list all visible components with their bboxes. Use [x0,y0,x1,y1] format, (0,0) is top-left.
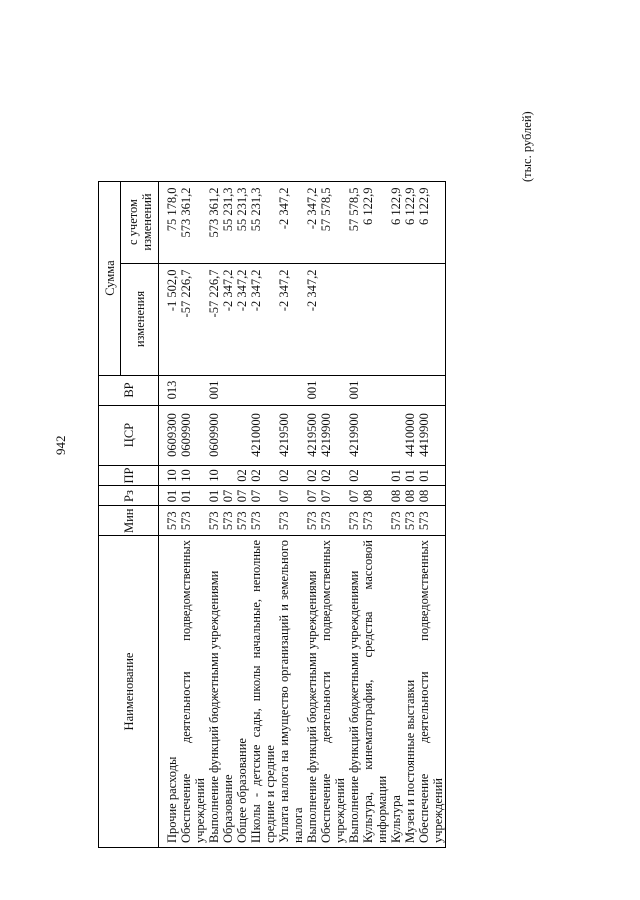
cell-name: Обеспечение деятельности подведомственных учреждений [319,536,347,848]
table-row [305,181,319,847]
header-with-change: с учетом изменений [121,181,159,263]
cell-vr [417,375,446,405]
cell-pr: 02 [277,465,305,486]
cell-rz: 08 [361,486,389,506]
cell-change [361,263,389,375]
cell-change: -2 347,2 [277,263,305,375]
cell-pr: 10 [207,465,221,486]
cell-rz: 07 [221,486,235,506]
table-row [235,181,249,847]
cell-vr [221,375,235,405]
cell-csr [389,405,403,465]
cell-pr: 10 [159,465,180,486]
cell-min: 573 [361,506,389,536]
cell-total: -2 347,2 [305,181,319,263]
cell-csr: 4219900 [319,405,347,465]
cell-change: -2 347,2 [221,263,235,375]
cell-min: 573 [207,506,221,536]
cell-vr [179,375,207,405]
header-change: изменения [121,263,159,375]
cell-rz: 08 [417,486,446,506]
cell-vr [361,375,389,405]
cell-min: 573 [305,506,319,536]
cell-min: 573 [235,506,249,536]
cell-name: Обеспечение деятельности подведомственных учреждений [417,536,446,848]
cell-min: 573 [179,506,207,536]
header-sum: Сумма [99,181,121,375]
cell-change: -2 347,2 [235,263,249,375]
cell-change [417,263,446,375]
header-rz: Рз [99,486,159,506]
cell-change: -2 347,2 [249,263,277,375]
cell-name: Прочие расходы [159,536,180,848]
cell-vr: 013 [159,375,180,405]
budget-table [98,181,446,848]
cell-rz: 07 [249,486,277,506]
table-row [221,181,235,847]
cell-min: 573 [159,506,180,536]
cell-name: Культура [389,536,403,848]
cell-csr [235,405,249,465]
cell-csr: 0609900 [207,405,221,465]
cell-min: 573 [249,506,277,536]
cell-total: 57 578,5 [319,181,347,263]
cell-csr: 0609300 [159,405,180,465]
cell-min: 573 [417,506,446,536]
cell-vr [389,375,403,405]
cell-pr: 02 [305,465,319,486]
cell-rz: 07 [305,486,319,506]
table-body [159,181,446,847]
cell-pr: 02 [235,465,249,486]
cell-csr [361,405,389,465]
cell-total: 57 578,5 [347,181,361,263]
cell-total: 6 122,9 [389,181,403,263]
table-header [99,181,159,847]
cell-rz: 01 [179,486,207,506]
table-row [403,181,417,847]
cell-name: Обеспечение деятельности подведомственных учреждений [179,536,207,848]
cell-min: 573 [319,506,347,536]
cell-pr: 01 [389,465,403,486]
table-row [159,181,180,847]
units-caption: (тыс. рублей) [520,111,534,182]
header-vr: ВР [99,375,159,405]
header-name: Наименование [99,536,159,848]
cell-name: Выполнение функций бюджетными учреждениями [207,536,221,848]
header-min: Мин [99,506,159,536]
table-row [207,181,221,847]
cell-total: 6 122,9 [417,181,446,263]
cell-vr [403,375,417,405]
cell-rz: 07 [277,486,305,506]
cell-change [403,263,417,375]
table-row [347,181,361,847]
cell-change [319,263,347,375]
header-pr: ПР [99,465,159,486]
cell-change: -2 347,2 [305,263,319,375]
cell-name: Образование [221,536,235,848]
cell-csr: 4210000 [249,405,277,465]
cell-total: 573 361,2 [179,181,207,263]
cell-csr: 4219900 [347,405,361,465]
cell-rz: 07 [319,486,347,506]
cell-min: 573 [221,506,235,536]
cell-rz: 01 [159,486,180,506]
cell-rz: 07 [235,486,249,506]
cell-csr: 4410000 [403,405,417,465]
cell-name: Уплата налога на имущество организаций и земельного налога [277,536,305,848]
cell-vr [249,375,277,405]
cell-name: Культура, кинематография, средства массовой информации [361,536,389,848]
cell-min: 573 [389,506,403,536]
cell-vr: 001 [305,375,319,405]
cell-total: 55 231,3 [221,181,235,263]
cell-rz: 07 [347,486,361,506]
cell-pr [361,465,389,486]
cell-pr: 02 [249,465,277,486]
table-row [179,181,207,847]
cell-rz: 08 [389,486,403,506]
table-row [389,181,403,847]
cell-vr [319,375,347,405]
cell-total: 6 122,9 [361,181,389,263]
cell-total: 6 122,9 [403,181,417,263]
table-row [319,181,347,847]
cell-rz: 08 [403,486,417,506]
cell-vr: 001 [347,375,361,405]
cell-csr: 4219500 [305,405,319,465]
cell-rz: 01 [207,486,221,506]
table-row [361,181,389,847]
cell-change: -57 226,7 [179,263,207,375]
cell-name: Школы - детские сады, школы начальные, неполные средние и средние [249,536,277,848]
cell-min: 573 [277,506,305,536]
table-row [277,181,305,847]
cell-csr: 4419900 [417,405,446,465]
cell-change [389,263,403,375]
cell-change [347,263,361,375]
cell-total: 55 231,3 [249,181,277,263]
cell-change: -57 226,7 [207,263,221,375]
cell-pr [221,465,235,486]
cell-vr [235,375,249,405]
cell-min: 573 [347,506,361,536]
table-row [417,181,446,847]
cell-total: 573 361,2 [207,181,221,263]
cell-total: 75 178,0 [159,181,180,263]
cell-csr: 4219500 [277,405,305,465]
cell-csr [221,405,235,465]
cell-csr: 0609900 [179,405,207,465]
cell-name: Общее образование [235,536,249,848]
cell-change: -1 502,0 [159,263,180,375]
cell-vr [277,375,305,405]
cell-name: Выполнение функций бюджетными учреждениями [347,536,361,848]
cell-pr: 02 [319,465,347,486]
cell-pr: 10 [179,465,207,486]
cell-name: Выполнение функций бюджетными учреждениями [305,536,319,848]
cell-min: 573 [403,506,417,536]
cell-name: Музеи и постоянные выставки [403,536,417,848]
cell-pr: 01 [403,465,417,486]
header-csr: ЦСР [99,405,159,465]
cell-total: -2 347,2 [277,181,305,263]
page-number: 942 [53,435,68,455]
cell-pr: 01 [417,465,446,486]
cell-vr: 001 [207,375,221,405]
cell-total: 55 231,3 [235,181,249,263]
cell-pr: 02 [347,465,361,486]
table-row [249,181,277,847]
